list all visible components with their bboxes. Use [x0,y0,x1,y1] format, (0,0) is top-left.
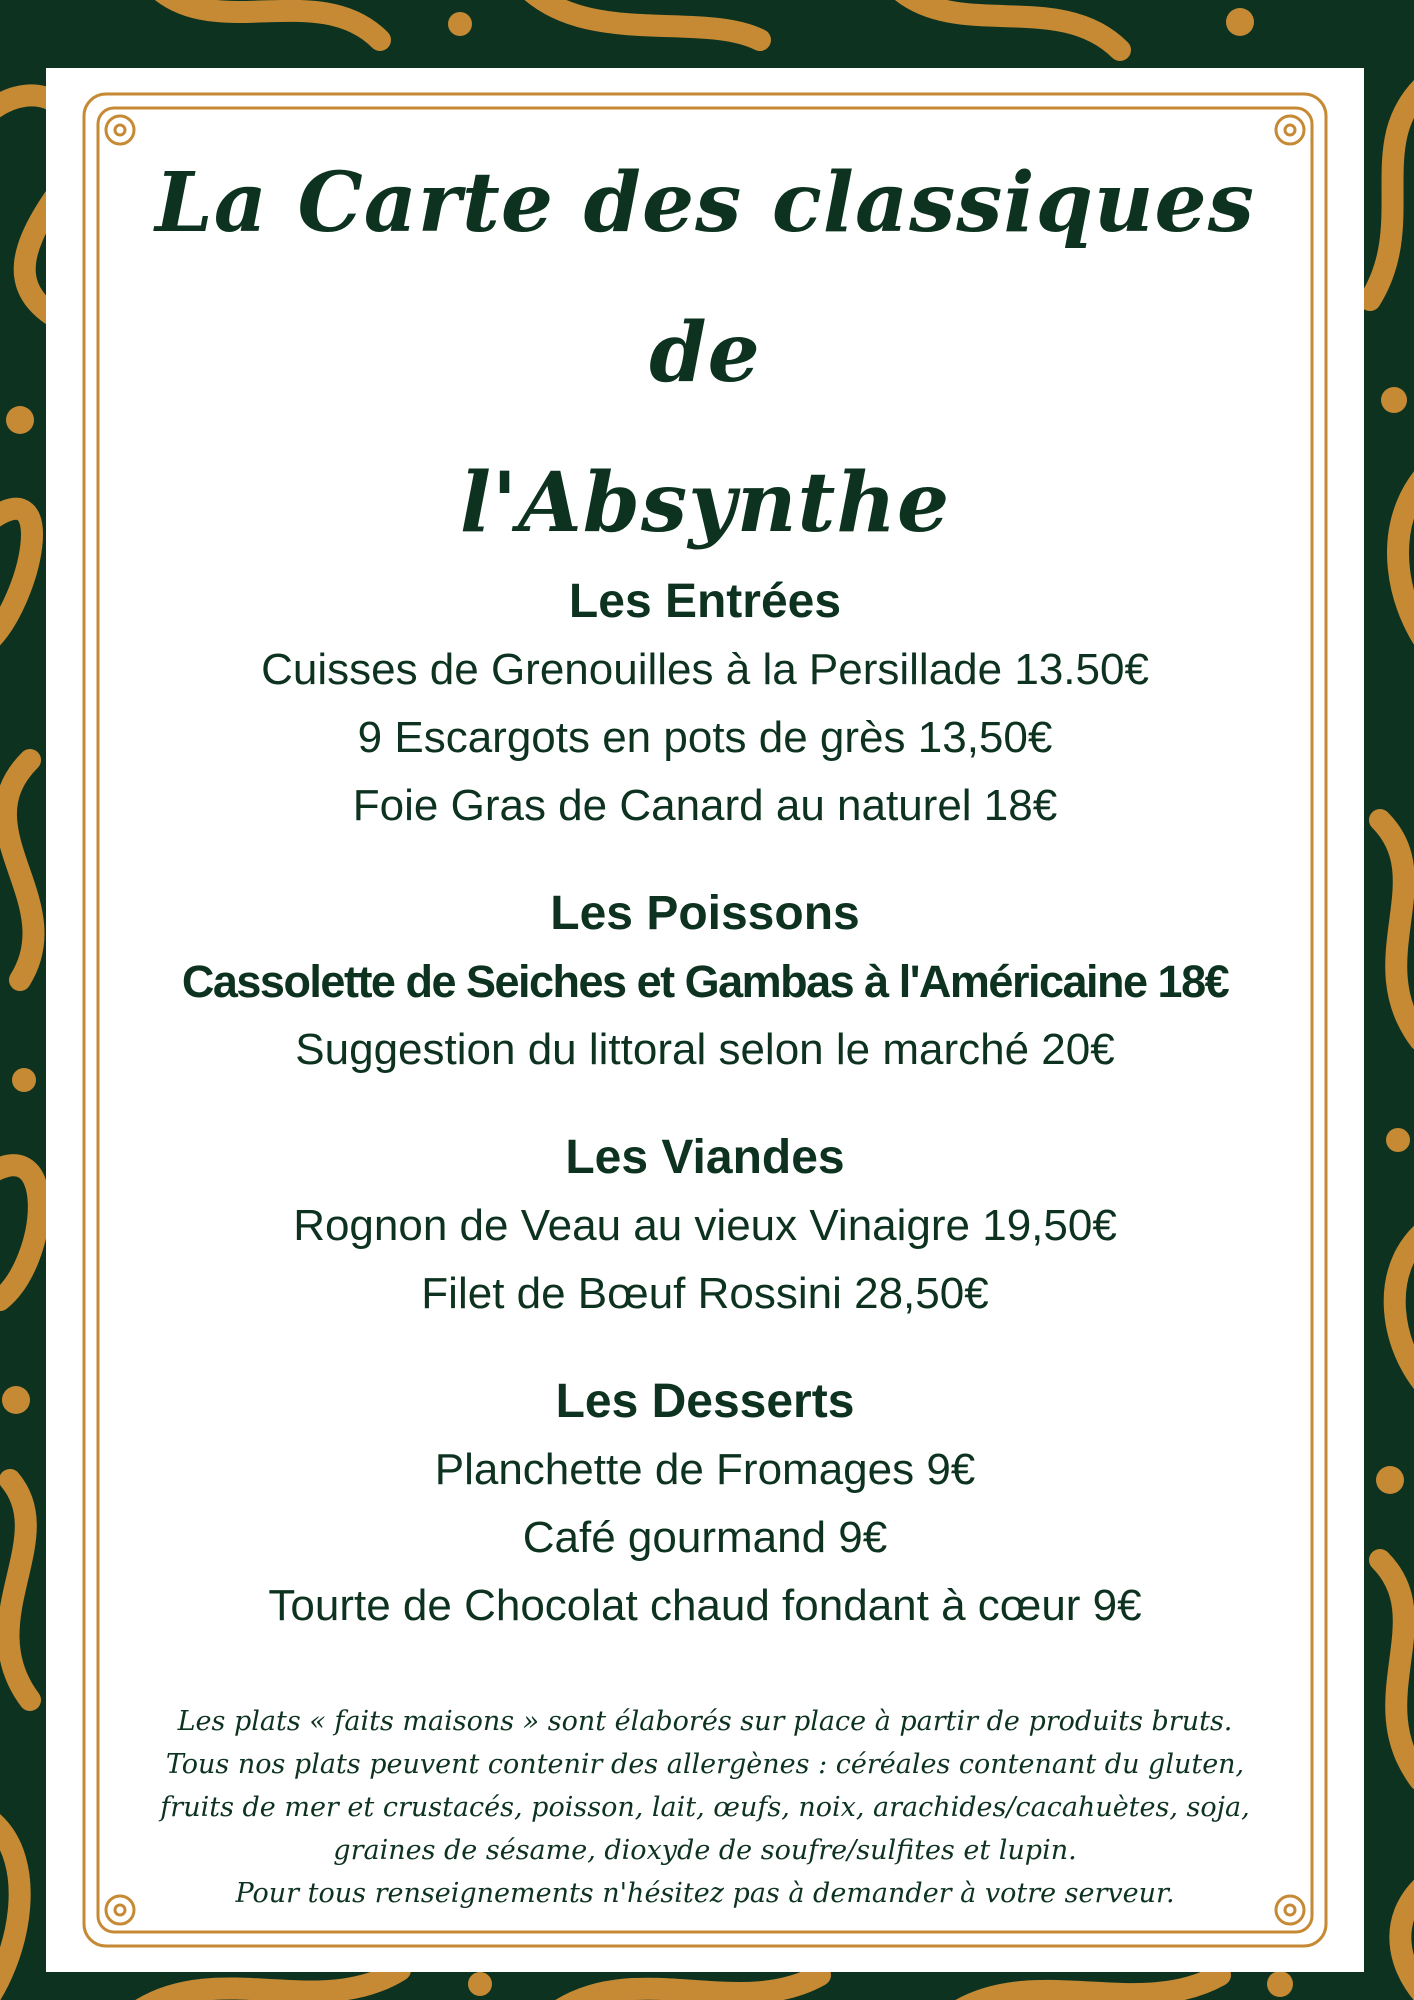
section-title: Les Poissons [550,887,860,940]
menu-title [116,128,1294,551]
section-poissons [116,880,1294,1084]
title-line-2: l'Absynthe [459,455,951,551]
menu-item: Rognon de Veau au vieux Vinaigre 19,50€ [293,1201,1117,1250]
section-entrees [116,568,1294,840]
menu-item: Filet de Bœuf Rossini 28,50€ [421,1269,989,1318]
section-title: Les Entrées [568,575,842,628]
menu-item: Cassolette de Seiches et Gambas à l'Américaine 18€ [181,956,1229,1007]
section-title: Les Viandes [565,1131,845,1184]
menu-item: Tourte de Chocolat chaud fondant à cœur 9€ [268,1581,1142,1630]
section-title: Les Desserts [555,1375,855,1428]
notice-line: fruits de mer et crustacés, poisson, lait, œufs, noix, arachides/cacahuètes, soja, [160,1792,1250,1823]
allergen-notice [116,1700,1294,1915]
menu-content [116,128,1294,1908]
notice-line: Pour tous renseignements n'hésitez pas à demander à votre serveur. [235,1878,1175,1909]
title-line-1: La Carte des classiques de [155,155,1255,401]
menu-item: Foie Gras de Canard au naturel 18€ [352,781,1058,830]
notice-line: Tous nos plats peuvent contenir des allergènes : céréales contenant du gluten, [165,1749,1245,1780]
menu-item: Suggestion du littoral selon le marché 20€ [295,1025,1115,1074]
section-viandes [116,1124,1294,1328]
menu-card [46,68,1364,1972]
section-desserts [116,1368,1294,1640]
menu-item: Café gourmand 9€ [522,1513,888,1562]
menu-sections [116,568,1294,1640]
menu-item: Cuisses de Grenouilles à la Persillade 13.50€ [261,645,1149,694]
notice-line: Les plats « faits maisons » sont élaborés sur place à partir de produits bruts. [177,1706,1233,1737]
notice-line: graines de sésame, dioxyde de soufre/sulfites et lupin. [333,1835,1077,1866]
menu-item: 9 Escargots en pots de grès 13,50€ [357,713,1053,762]
menu-item: Planchette de Fromages 9€ [434,1445,976,1494]
